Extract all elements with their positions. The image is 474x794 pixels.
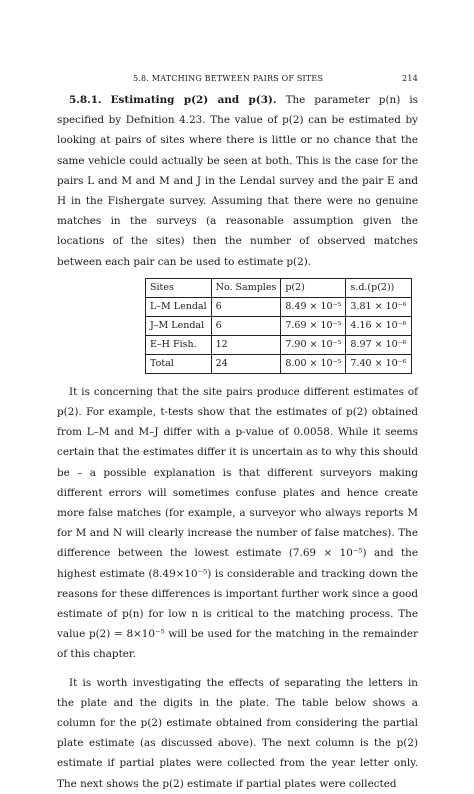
table-row bbox=[146, 316, 412, 335]
table-cell: 8.00 × 10⁻⁵ bbox=[281, 354, 346, 373]
table-header-row bbox=[146, 278, 412, 297]
table-header-cell: s.d.(p(2)) bbox=[346, 278, 411, 297]
table-cell: 7.69 × 10⁻⁵ bbox=[281, 316, 346, 335]
table-row bbox=[146, 297, 412, 316]
table-cell: Total bbox=[146, 354, 212, 373]
table-total-row bbox=[146, 354, 412, 373]
table-cell: 4.16 × 10⁻⁶ bbox=[346, 316, 411, 335]
running-header bbox=[133, 74, 418, 83]
table-header-cell: No. Samples bbox=[211, 278, 281, 297]
table-row bbox=[146, 335, 412, 354]
table-cell: E–H Fish. bbox=[146, 335, 212, 354]
table-header-cell: Sites bbox=[146, 278, 212, 297]
table-cell: 7.40 × 10⁻⁶ bbox=[346, 354, 411, 373]
section-intro-text: The parameter p(n) is specified by Defnition 4.23. The value of p(2) can be estimated by looking at pairs of sites where there is little or no chance that the same vehicle could actually be seen at both. This is the case for the pairs L and M and M and J in the Lendal survey and the pair E and H in the Fishergate survey. Assuming that there were no genuine matches in the surveys (a reasonable assumption given the locations of the sites) then the number of observed matches between each pair can be used to estimate p(2). bbox=[57, 94, 418, 268]
table-cell: 6 bbox=[211, 316, 281, 335]
table-cell: L–M Lendal bbox=[146, 297, 212, 316]
table-header-cell: p(2) bbox=[281, 278, 346, 297]
table-cell: 8.49 × 10⁻⁵ bbox=[281, 297, 346, 316]
page-number: 214 bbox=[402, 74, 418, 83]
section-title: Estimating p(2) and p(3). bbox=[110, 94, 277, 106]
table-cell: 7.90 × 10⁻⁵ bbox=[281, 335, 346, 354]
p2-estimates-table bbox=[145, 278, 412, 374]
running-title: 5.8. MATCHING BETWEEN PAIRS OF SITES bbox=[133, 74, 324, 83]
table-cell: 6 bbox=[211, 297, 281, 316]
section-intro-paragraph bbox=[57, 90, 418, 272]
table-cell: J–M Lendal bbox=[146, 316, 212, 335]
body-paragraph: It is concerning that the site pairs produce different estimates of p(2). For example, t-tests show that the estimates of p(2) obtained from L–M and M–J differ with a p-value of 0.0058. While it seems certain that the estimates differ it is uncertain as to why this should be – a possible explanation is that different surveyors making different errors will sometimes confuse plates and hence create more false matches (for example, a surveyor who always reports M for M and N will clearly increase the number of false matches). The difference between the lowest estimate (7.69 × 10⁻⁵) and the highest estimate (8.49×10⁻⁵) is considerable and tracking down the reasons for these differences is important further work since a good estimate of p(n) for low n is critical to the matching process. The value p(2) = 8×10⁻⁵ will be used for the matching in the remainder of this chapter. bbox=[57, 385, 418, 661]
body-paragraph: It is worth investigating the effects of separating the letters in the plate and the digits in the plate. The table below shows a column for the p(2) estimate obtained from considering the partial plate estimate (as discussed above). The next column is the p(2) estimate if partial plates were collected from the year letter only. The next shows the p(2) estimate if partial plates were collected bbox=[57, 676, 418, 790]
table-cell: 8.97 × 10⁻⁶ bbox=[346, 335, 411, 354]
table-cell: 3.81 × 10⁻⁶ bbox=[346, 297, 411, 316]
table-cell: 24 bbox=[211, 354, 281, 373]
section-body bbox=[57, 90, 418, 794]
table-cell: 12 bbox=[211, 335, 281, 354]
section-number: 5.8.1. bbox=[69, 94, 102, 106]
